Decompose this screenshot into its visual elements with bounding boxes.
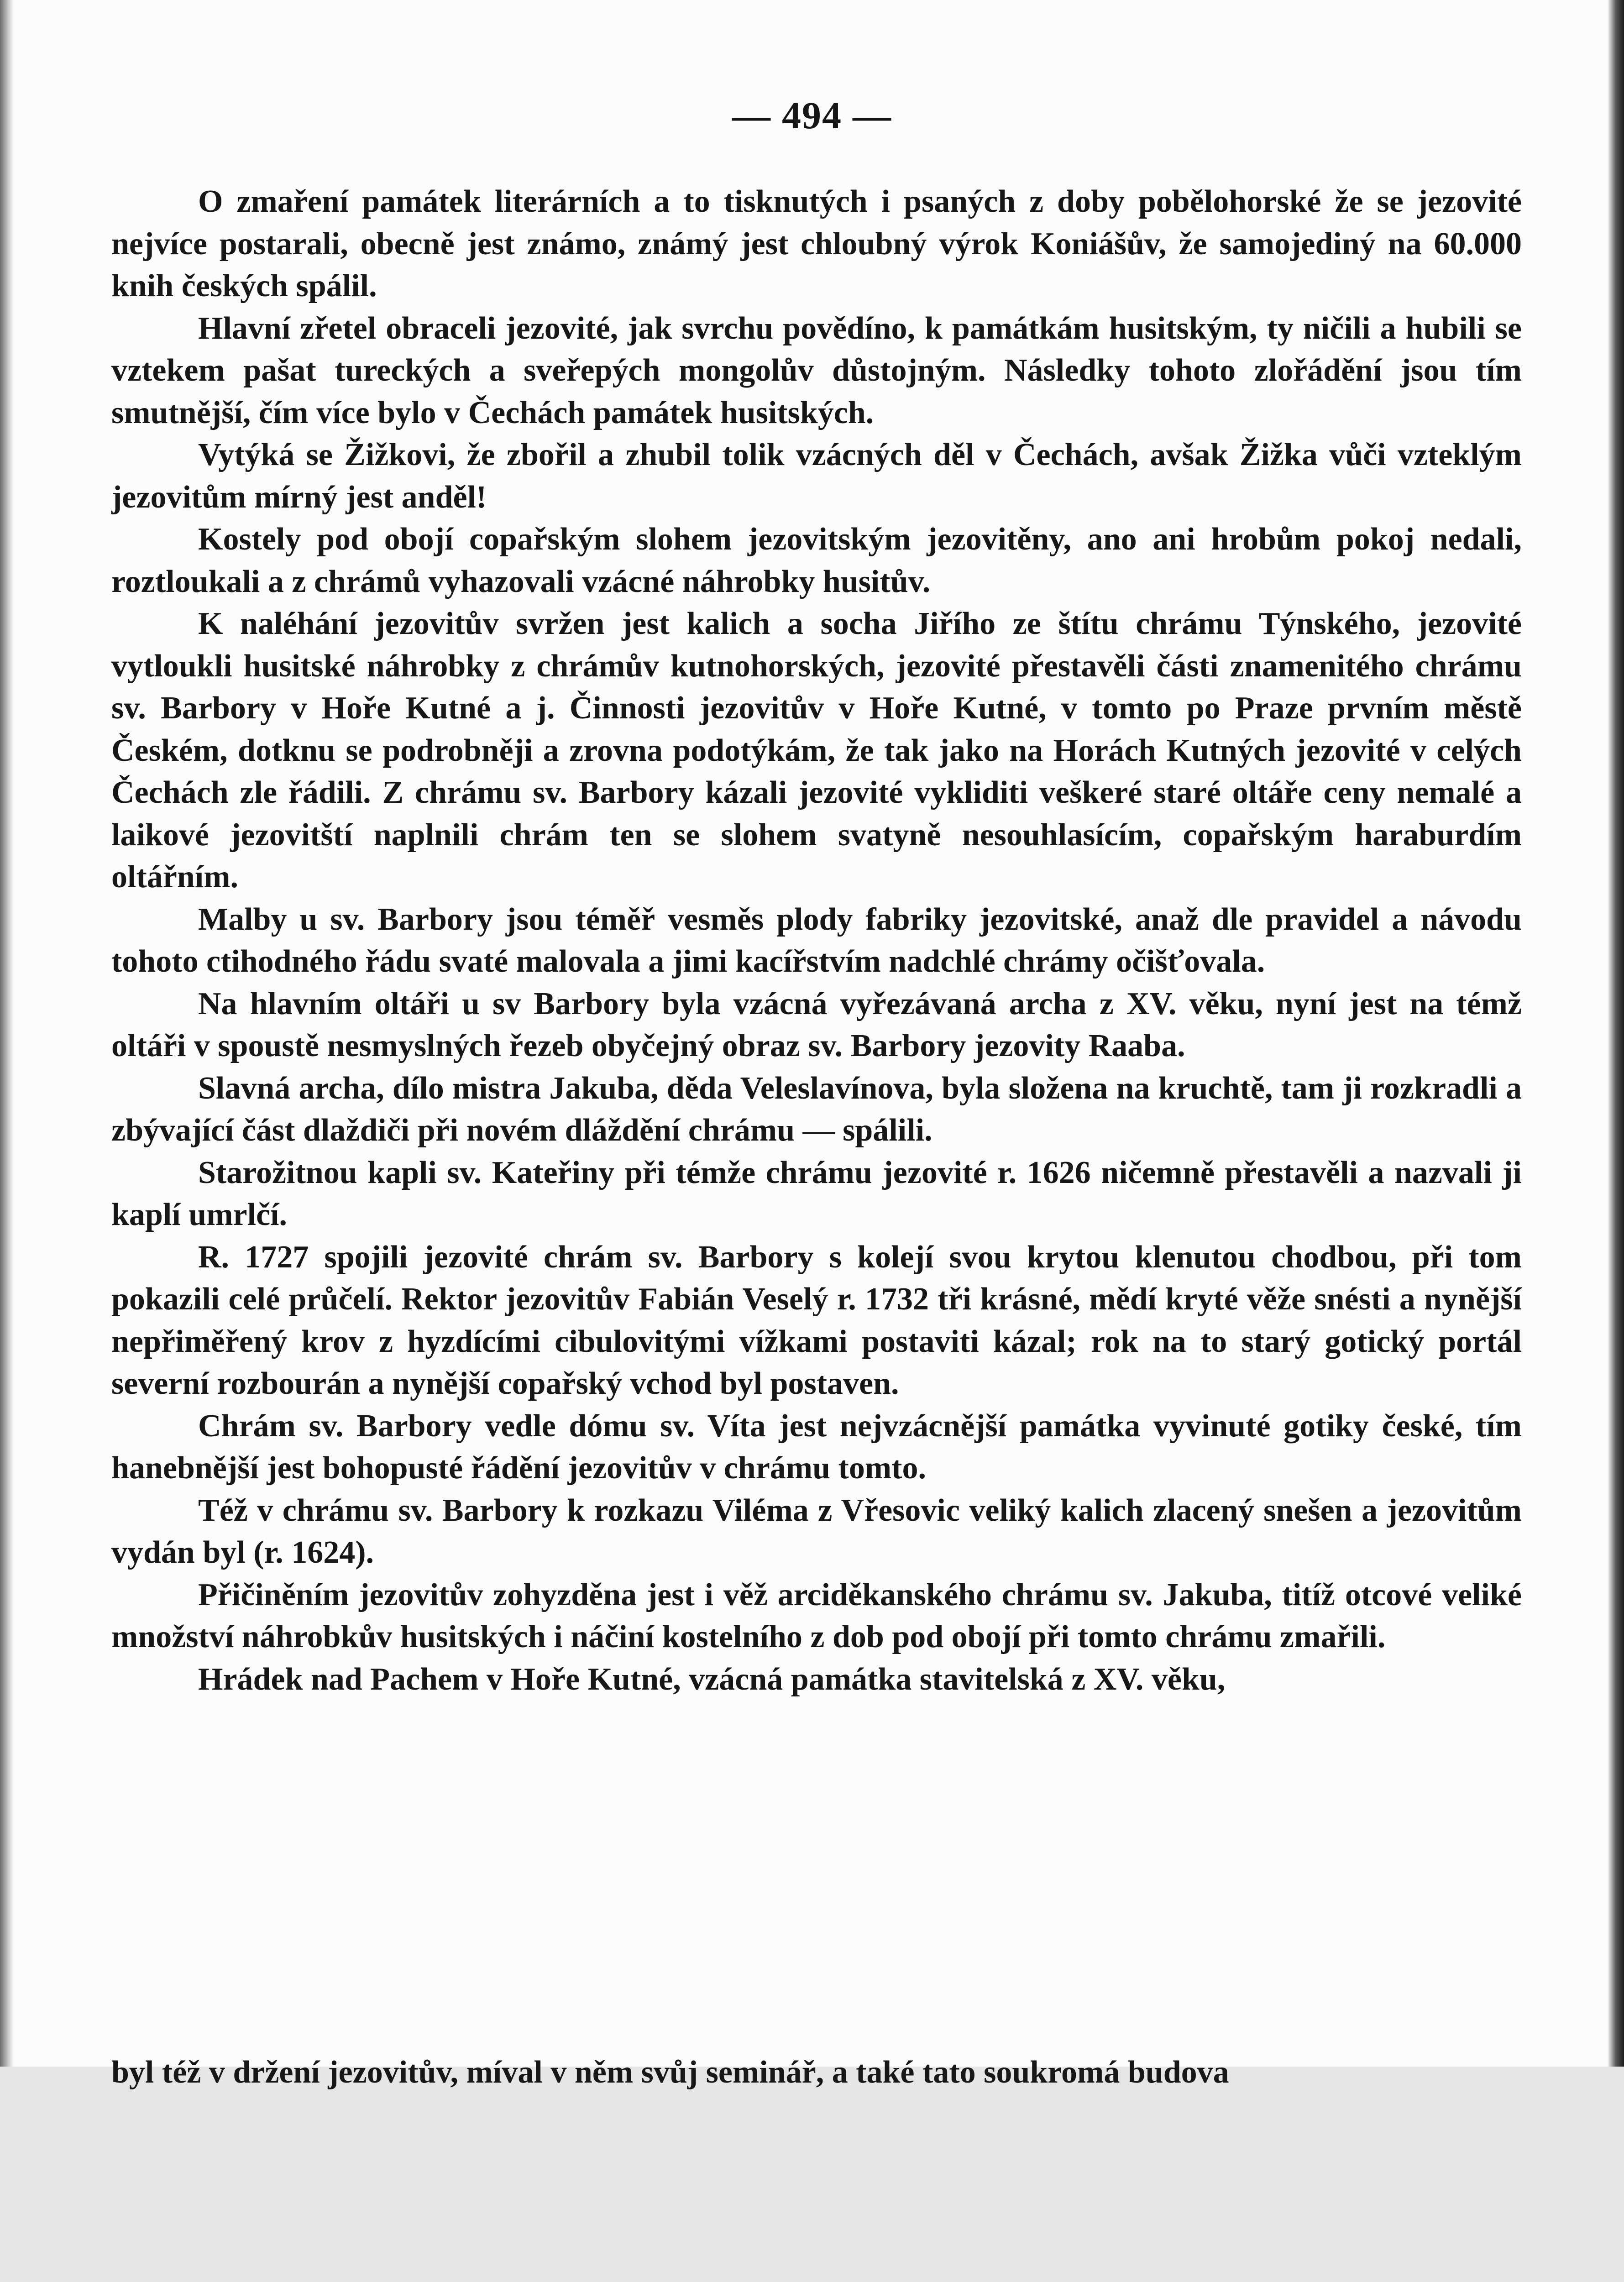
paragraph: Na hlavním oltáři u sv Barbory byla vzácná vyřezávaná archa z XV. věku, nyní jest na témž oltáři v spoustě nesmyslných řezeb obyčejný obraz sv. Barbory jezovity Raaba.: [111, 986, 1522, 1063]
page-number: — 494 —: [732, 94, 892, 137]
paragraph: K naléhání jezovitův svržen jest kalich a socha Jiřího ze štítu chrámu Týnského, jezovité vytloukli husitské náhrobky z chrámův kutnohorských, jezovité přestavěli části znamenitého chrámu sv. Barbory v Hoře Kutné a j. Činnosti jezovitův v Hoře Kutné, v tomto po Praze prvním městě Českém, dotknu se podrobněji a zrovna podotýkám, že tak jako na Horách Kutných jezovité v celých Čechách zle řádili. Z chrámu sv. Barbory kázali jezovité vykliditi veškeré staré oltáře ceny nemalé a laikové jezovitští naplnili chrám ten se slohem svatyně nesouhlasícím, copařským haraburdím oltářním.: [111, 606, 1522, 895]
paragraph: O zmaření památek literárních a to tisknutých i psaných z doby pobělohorské že se jezovité nejvíce postarali, obecně jest známo, známý jest chloubný výrok Koniášův, že samojediný na 60.000 knih českých spálil.: [111, 184, 1522, 304]
paragraph: Též v chrámu sv. Barbory k rozkazu Viléma z Vřesovic veliký kalich zlacený snešen a jezovitům vydán byl (r. 1624).: [111, 1492, 1522, 1570]
paragraph: Přičiněním jezovitův zohyzděna jest i věž arciděkanského chrámu sv. Jakuba, titíž otcové veliké množství náhrobkův husitských i náčiní kostelního z dob pod obojí při tomto chrámu zmařili.: [111, 1577, 1522, 1654]
paragraph: Hlavní zřetel obraceli jezovité, jak svrchu povědíno, k památkám husitským, ty ničili a hubili se vztekem pašat tureckých a sveřepých mongolův důstojným. Následky tohoto zlořádění jsou tím smutnější, čím více bylo v Čechách památek husitských.: [111, 310, 1522, 430]
paragraph: Kostely pod obojí copařským slohem jezovitským jezovitěny, ano ani hrobům pokoj nedali, roztloukali a z chrámů vyhazovali vzácné náhrobky husitův.: [111, 522, 1522, 599]
paragraph: R. 1727 spojili jezovité chrám sv. Barbory s kolejí svou krytou klenutou chodbou, při tom pokazili celé průčelí. Rektor jezovitův Fabián Veselý r. 1732 tři krásné, mědí kryté věže snésti a nynější nepřiměřený krov z hyzdícími cibulovitými vížkami postaviti kázal; rok na to starý gotický portál severní rozbourán a nynější copařský vchod byl postaven.: [111, 1239, 1522, 1401]
paragraph: Malby u sv. Barbory jsou téměř vesměs plody fabriky jezovitské, anaž dle pravidel a návodu tohoto ctihodného řádu svaté malovala a jimi kacířstvím nadchlé chrámy očišťovala.: [111, 901, 1522, 979]
paragraph: Vytýká se Žižkovi, že zbořil a zhubil tolik vzácných děl v Čechách, avšak Žižka vůči vzteklým jezovitům mírný jest anděl!: [111, 437, 1522, 515]
paragraph: Starožitnou kapli sv. Kateřiny při témže chrámu jezovité r. 1626 ničemně přestavěli a nazvali ji kaplí umrlčí.: [111, 1155, 1522, 1232]
body-text: [111, 181, 1522, 1701]
cut-off-line-text: byl též v držení jezovitův, míval v něm svůj seminář, a také tato soukromá budova: [111, 2055, 1229, 2090]
paragraph: Hrádek nad Pachem v Hoře Kutné, vzácná památka stavitelská z XV. věku,: [198, 1661, 1226, 1697]
page-edge-left: [0, 0, 14, 2067]
cut-off-line: [111, 2055, 1522, 2090]
page-edge-right: [1608, 0, 1624, 2067]
paragraph: Slavná archa, dílo mistra Jakuba, děda Veleslavínova, byla složena na kruchtě, tam ji rozkradli a zbývající část dlaždiči při novém dláždění chrámu — spálili.: [111, 1070, 1522, 1148]
paragraph: Chrám sv. Barbory vedle dómu sv. Víta jest nejvzácnější památka vyvinuté gotiky české, tím hanebnější jest bohopusté řádění jezovitův v chrámu tomto.: [111, 1408, 1522, 1486]
